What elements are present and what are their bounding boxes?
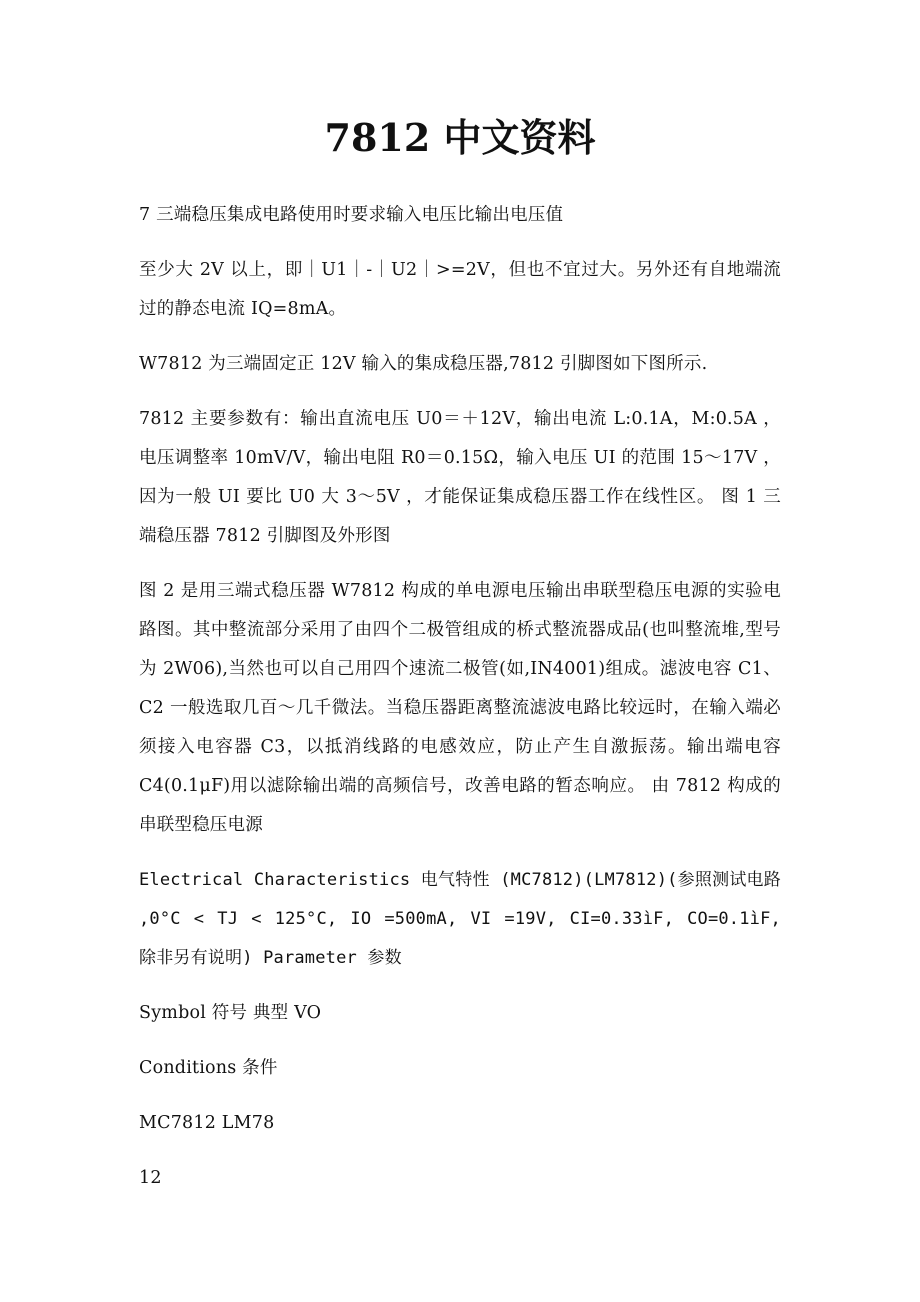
paragraph-4: 7812 主要参数有：输出直流电压 U0＝＋12V，输出电流 L:0.1A，M:0.5A ，电压调整率 10mV/V，输出电阻 R0＝0.15Ω，输入电压 UI 的范围 15～17V ，因为一般 UI 要比 U0 大 3～5V ，才能保证集成稳压器工作在线性区。 图 1 三端稳压器 7812 引脚图及外形图 xyxy=(139,409,781,546)
paragraph-5: 图 2 是用三端式稳压器 W7812 构成的单电源电压输出串联型稳压电源的实验电路图。其中整流部分采用了由四个二极管组成的桥式整流器成品(也叫整流堆,型号为 2W06),当然也可以自己用四个速流二极管(如,IN4001)组成。滤波电容 C1、C2 一般选取几百～几千微法。当稳压器距离整流滤波电路比较远时，在输入端必须接入电容器 C3，以抵消线路的电感效应，防止产生自激振荡。输出端电容 C4(0.1μF)用以滤除输出端的高频信号，改善电路的暂态响应。 由 7812 构成的串联型稳压电源 xyxy=(139,581,781,835)
document-body xyxy=(139,196,781,1198)
paragraph-6: Electrical Characteristics 电气特性 (MC7812)(LM7812)(参照测试电路 ,0°C < TJ < 125°C, IO =500mA, VI =19V, CI=0.33ìF, CO=0.1ìF, 除非另有说明) Parameter 参数 xyxy=(139,870,781,968)
paragraph-1: 7 三端稳压集成电路使用时要求输入电压比输出电压值 xyxy=(139,205,564,225)
page-title: 7812 中文资料 xyxy=(324,115,596,160)
paragraph-9: MC7812 LM78 xyxy=(139,1113,275,1133)
paragraph-8: Conditions 条件 xyxy=(139,1058,278,1078)
paragraph-7: Symbol 符号 典型 VO xyxy=(139,1003,322,1023)
paragraph-10: 12 xyxy=(139,1168,162,1188)
paragraph-3: W7812 为三端固定正 12V 输入的集成稳压器,7812 引脚图如下图所示. xyxy=(139,354,708,374)
paragraph-2: 至少大 2V 以上，即｜U1｜-｜U2｜>=2V，但也不宜过大。另外还有自地端流过的静态电流 IQ=8mA。 xyxy=(139,260,781,319)
